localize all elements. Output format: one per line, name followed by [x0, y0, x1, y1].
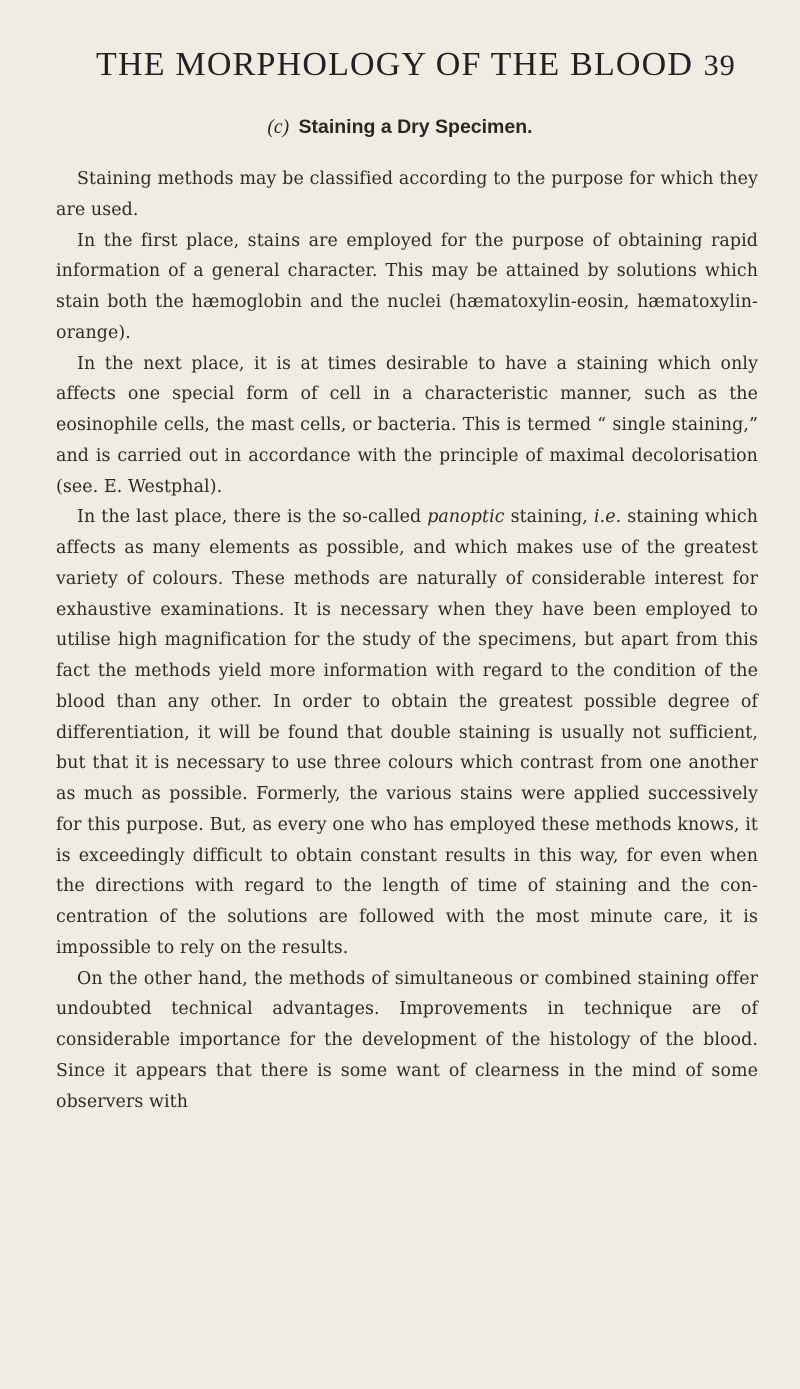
italic-term: panoptic [427, 507, 505, 528]
paragraph: In the next place, it is at times desirable to have a staining which only affects one special form of cell in a characteristic manner, such as the eosinophile cells, the mast cells, or bacteria. This is termed “ single staining,” and is carried out in accordance with the principle of maximal decolorisation (see. E. Westphal). [56, 353, 758, 497]
italic-abbreviation: i.e. [593, 507, 622, 528]
paragraph: In the first place, stains are employed for the purpose of obtaining rapid information of a general character. This may be attained by solutions which stain both the hæmoglobin and the nuclei (hæmatoxylin-eosin, hæmatoxylin-orange). [56, 230, 758, 343]
page-number: 39 [703, 49, 736, 82]
body-text [56, 164, 758, 1117]
section-label: (c) [267, 117, 290, 138]
paragraph-text: staining, [504, 507, 594, 528]
paragraph: Staining methods may be classified according to the purpose for which they are used. [56, 169, 758, 220]
paragraph-text: staining which affects as many elements as possible, and which makes use of the greatest variety of colours. These methods are naturally of considerable interest for exhaustive examinations. It is necessary when they have been employed to utilise high magnification for the study of the specimens, but apart from this fact the methods yield more information with regard to the condition of the blood than any other. In order to obtain the greatest possible degree of differentiation, it will be found that double staining is usually not sufficient, but that it is necessary to use three colours which contrast from one another as much as possible. Formerly, the various stains were applied successively for this purpose. But, as every one who has employed these methods knows, it is exceedingly difficult to obtain constant results in this way, for even when the directions with regard to the length of time of staining and the con-centration of the solutions are followed with the most minute care, it is impossible to rely on the results. [56, 507, 758, 958]
running-title: THE MORPHOLOGY OF THE BLOOD [96, 46, 694, 83]
section-heading [0, 116, 800, 139]
paragraph [56, 502, 758, 963]
section-title: Staining a Dry Specimen. [298, 116, 533, 138]
paragraph: On the other hand, the methods of simultaneous or combined staining offer undoubted technical advantages. Improvements in technique are of considerable importance for the development of the histology of the blood. Since it appears that there is some want of clearness in the mind of some observers with [56, 968, 758, 1112]
running-head [96, 46, 736, 84]
paragraph-text: In the last place, there is the so-called [77, 507, 428, 528]
